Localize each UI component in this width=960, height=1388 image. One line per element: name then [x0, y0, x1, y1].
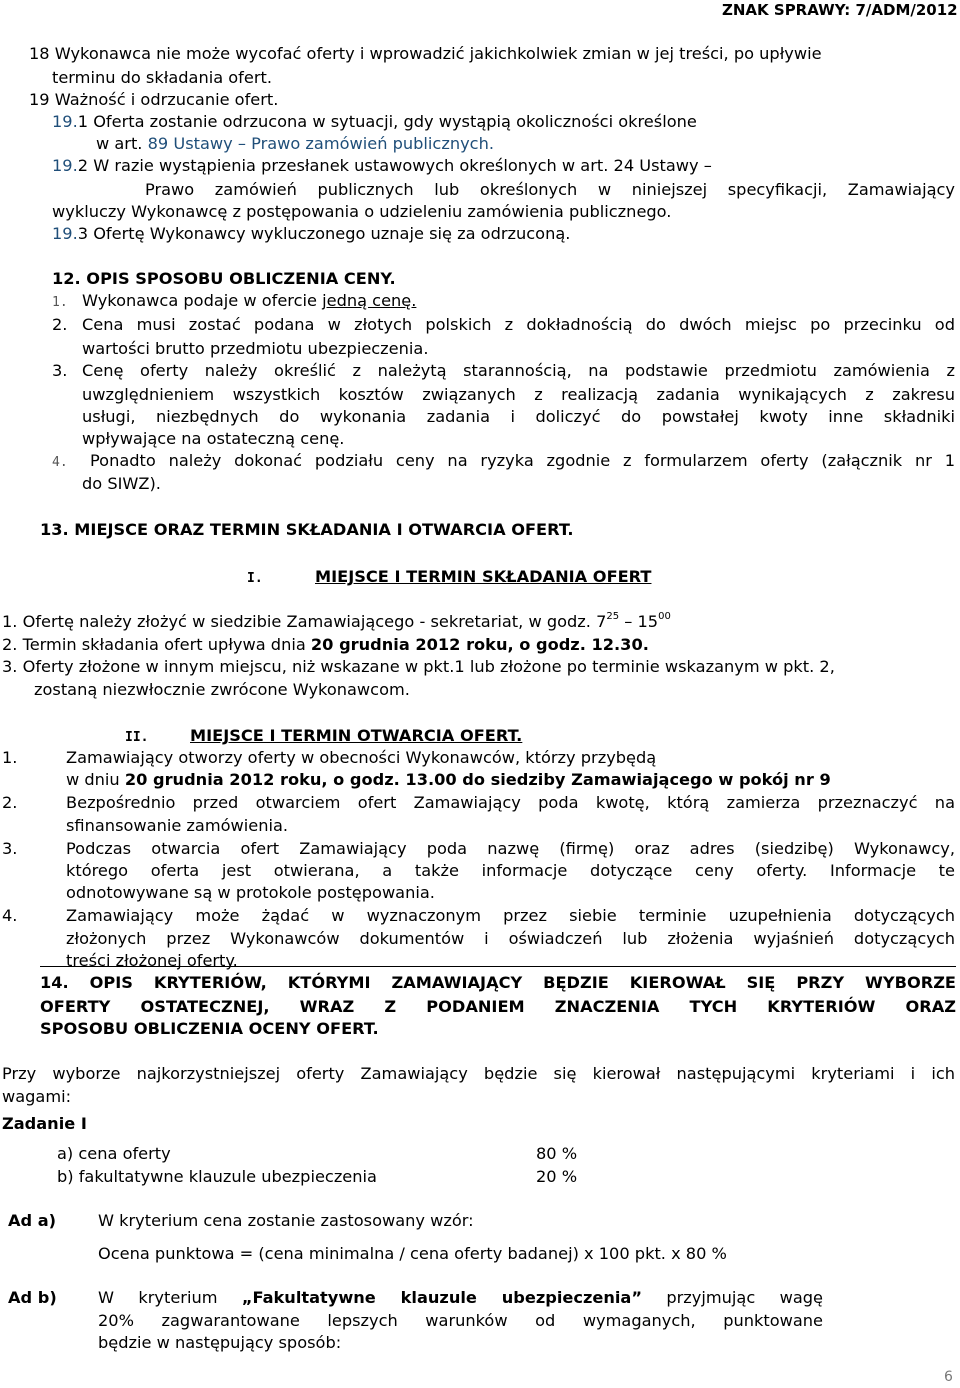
sec12-item2-line2: wartości brutto przedmiotu ubezpieczenia.: [82, 339, 429, 358]
sec12-item2-num: 2.: [52, 315, 68, 334]
sec19-p2-num: 19.: [52, 156, 78, 175]
sec13-o2-line2: sfinansowanie zamówienia.: [66, 816, 289, 835]
case-number: ZNAK SPRAWY: 7/ADM/2012: [722, 1, 958, 19]
sec14-intro-line2: wagami:: [2, 1087, 72, 1106]
sec13-o4-line3: treści złożonej oferty.: [66, 951, 238, 970]
sec19-p1-num: 19.: [52, 112, 78, 131]
sec13-o1-num: 1.: [2, 748, 18, 767]
sec13-o4-num: 4.: [2, 906, 18, 925]
sec12-item3-num: 3.: [52, 361, 68, 380]
sec18-line2: terminu do składania ofert.: [52, 68, 272, 87]
sec14-intro-line1: Przy wyborze najkorzystniejszej oferty Zamawiający będzie się kierował następującymi kryteriami i ich: [2, 1064, 955, 1083]
sec13-o4-line1: Zamawiający może żądać w wyznaczonym przez siebie terminie uzupełnienia dotyczących: [66, 906, 955, 925]
sec19-p2-line2: Prawo zamówień publicznych lub określonych w niniejszej specyfikacji, Zamawiający: [145, 180, 955, 199]
sec14-heading-line2: OFERTY OSTATECZNEJ, WRAZ Z PODANIEM ZNACZENIA TYCH KRYTERIÓW ORAZ: [40, 997, 956, 1016]
sec13-sub2-title: MIEJSCE I TERMIN OTWARCIA OFERT.: [190, 726, 523, 745]
sec12-item2-line1: Cena musi zostać podana w złotych polskich z dokładnością do dwóch miejsc po przecinku od: [82, 315, 955, 334]
sec13-o3-line3: odnotowywane są w protokole postępowania.: [66, 883, 435, 902]
sec19-p3-num: 19.: [52, 224, 78, 243]
criterion-a-label: a) cena oferty: [57, 1144, 171, 1163]
sec12-item4-num: 4.: [52, 455, 68, 470]
criterion-b-label: b) fakultatywne klauzule ubezpieczenia: [57, 1167, 377, 1186]
sec13-o2-line1: Bezpośrednio przed otwarciem ofert Zamawiający poda kwotę, którą zamierza przeznaczyć na: [66, 793, 955, 812]
sec13-s1: 1. Ofertę należy złożyć w siedzibie Zamawiającego - sekretariat, w godz. $7^{25} - 15^{00}$: [2, 611, 671, 631]
sec19-p1-line2: w art. 89 Ustawy – Prawo zamówień publicznych.: [96, 134, 494, 153]
sec14-heading-rule: [40, 966, 956, 967]
sec13-o2-num: 2.: [2, 793, 18, 812]
sec18-line1: 18 Wykonawca nie może wycofać oferty i wprowadzić jakichkolwiek zmian w jej treści, po upływie: [29, 44, 822, 63]
sec12-item1: Wykonawca podaje w ofercie jedną cenę.: [82, 291, 417, 310]
sec12-item3-line4: wpływające na ostateczną cenę.: [82, 429, 345, 448]
sec19-p2-line3: wykluczy Wykonawcę z postępowania o udzieleniu zamówienia publicznego.: [52, 202, 672, 221]
sec12-item3-line1: Cenę oferty należy określić z należytą starannością, na podstawie przedmiotu zamówienia z: [82, 361, 955, 380]
sec19-heading: 19 Ważność i odrzucanie ofert.: [29, 90, 279, 109]
ad-b-line1: W kryterium „Fakultatywne klauzule ubezpieczenia” przyjmując wagę: [98, 1288, 823, 1307]
zadanie-label: Zadanie I: [2, 1114, 87, 1133]
criterion-b-weight: 20 %: [536, 1167, 578, 1186]
sec14-heading-line3: SPOSOBU OBLICZENIA OCENY OFERT.: [40, 1019, 379, 1038]
sec13-o1-line1: Zamawiający otworzy oferty w obecności Wykonawców, którzy przybędą: [66, 748, 657, 767]
sec13-o3-num: 3.: [2, 839, 18, 858]
sec19-p3: 19.3 Ofertę Wykonawcy wykluczonego uznaje się za odrzuconą.: [52, 224, 571, 243]
sec12-item1-num: 1.: [52, 295, 68, 310]
ad-b-line3: będzie w następujący sposób:: [98, 1333, 342, 1352]
page-number: 6: [944, 1369, 953, 1385]
sec19-p2-line1: 19.2 W razie wystąpienia przesłanek ustawowych określonych w art. 24 Ustawy –: [52, 156, 712, 175]
sec19-p1-line1: 19.1 Oferta zostanie odrzucona w sytuacji, gdy wystąpią okoliczności określone: [52, 112, 697, 131]
ad-a-text: W kryterium cena zostanie zastosowany wzór:: [98, 1211, 474, 1230]
sec13-o3-line1: Podczas otwarcia ofert Zamawiający poda nazwę (firmę) oraz adres (siedzibę) Wykonawcy,: [66, 839, 955, 858]
sec13-o3-line2: którego oferta jest otwierana, a także informacje dotyczące ceny oferty. Informacje te: [66, 861, 955, 880]
sec12-heading: 12. OPIS SPOSOBU OBLICZENIA CENY.: [52, 269, 396, 288]
sec13-s2: 2. Termin składania ofert upływa dnia 20 grudnia 2012 roku, o godz. 12.30.: [2, 635, 649, 654]
sec13-heading: 13. MIEJSCE ORAZ TERMIN SKŁADANIA I OTWARCIA OFERT.: [40, 520, 574, 539]
sec13-s3-line2: zostaną niezwłocznie zwrócone Wykonawcom.: [34, 680, 410, 699]
sec13-o1-line2: w dniu 20 grudnia 2012 roku, o godz. 13.00 do siedziby Zamawiającego w pokój nr 9: [66, 770, 831, 789]
sec13-sub1-num: I.: [247, 571, 263, 586]
sec13-s3-line1: 3. Oferty złożone w innym miejscu, niż wskazane w pkt.1 lub złożone po terminie wskazanym w pkt. 2,: [2, 657, 835, 676]
ad-a-label: Ad a): [8, 1211, 57, 1230]
ad-b-line2: 20% zagwarantowane lepszych warunków od wymaganych, punktowane: [98, 1311, 823, 1330]
criterion-a-weight: 80 %: [536, 1144, 578, 1163]
sec13-sub1-title: MIEJSCE I TERMIN SKŁADANIA OFERT: [315, 567, 652, 586]
ad-b-label: Ad b): [8, 1288, 57, 1307]
sec12-item4-line2: do SIWZ).: [82, 474, 161, 493]
sec13-sub2-num: II.: [125, 730, 149, 745]
sec12-item3-line2: uwzględnieniem wszystkich kosztów związanych z realizacją zadania wynikających z zakresu: [82, 385, 955, 404]
sec12-item4-line1: Ponadto należy dokonać podziału ceny na ryzyka zgodnie z formularzem oferty (załącznik nr 1: [90, 451, 955, 470]
sec12-item3-line3: usługi, niezbędnych do wykonania zadania i doliczyć do powstałej kwoty inne składniki: [82, 407, 955, 426]
ad-a-formula: Ocena punktowa = (cena minimalna / cena oferty badanej) x 100 pkt. x 80 %: [98, 1244, 727, 1263]
sec13-o4-line2: złożonych przez Wykonawców dokumentów i oświadczeń lub złożenia wyjaśnień dotyczących: [66, 929, 955, 948]
sec14-heading-line1: 14. OPIS KRYTERIÓW, KTÓRYMI ZAMAWIAJĄCY BĘDZIE KIEROWAŁ SIĘ PRZY WYBORZE: [40, 973, 956, 992]
